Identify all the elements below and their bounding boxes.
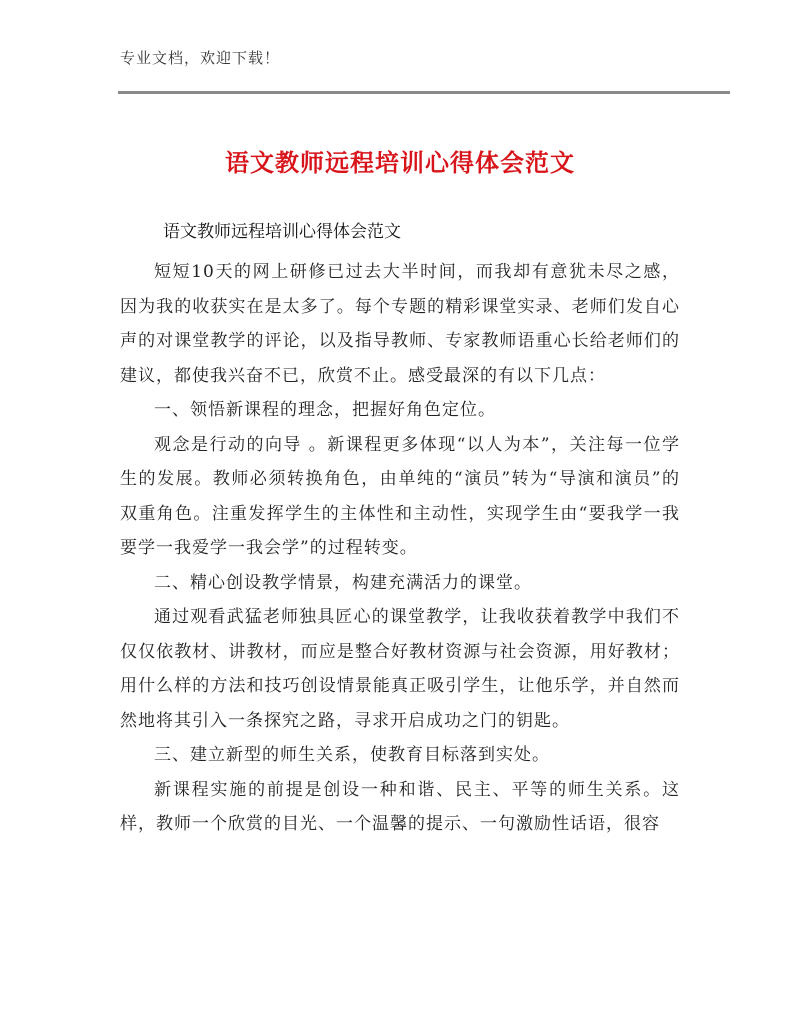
paragraph-section-1: 观念是行动的向导 。新课程更多体现“以人为本”，关注每一位学生的发展。教师必须转换角色，由单纯的“演员”转为“导演和演员”的双重角色。注重发挥学生的主体性和主动性，实现学生由“要我学一我要学一我爱学一我会学”的过程转变。 — [120, 434, 680, 558]
document-body — [120, 255, 680, 842]
section-heading-2: 二、精心创设教学情景，构建充满活力的课堂。 — [154, 572, 532, 593]
paragraph-section-2: 通过观看武猛老师独具匠心的课堂教学，让我收获着教学中我们不仅仅依教材、讲教材，而应是整合好教材资源与社会资源，用好教材；用什么样的方法和技巧创设情景能真正吸引学生，让他乐学，并自然而然地将其引入一条探究之路，寻求开启成功之门的钥匙。 — [120, 607, 680, 731]
header-note: 专业文档，欢迎下载！ — [120, 49, 281, 67]
document-subtitle: 语文教师远程培训心得体会范文 — [163, 222, 401, 242]
document-title: 语文教师远程培训心得体会范文 — [225, 149, 575, 177]
header-divider — [118, 91, 730, 94]
paragraph-section-3: 新课程实施的前提是创设一种和谐、民主、平等的师生关系。这样，教师一个欣赏的目光、一个温馨的提示、一句激励性话语，很容 — [120, 779, 680, 834]
paragraph-intro: 短短10天的网上研修已过去大半时间，而我却有意犹未尽之感，因为我的收获实在是太多了。每个专题的精彩课堂实录、老师们发自心声的对课堂教学的评论，以及指导教师、专家教师语重心长给老师们的建议，都使我兴奋不已，欣赏不止。感受最深的有以下几点： — [120, 262, 680, 386]
section-heading-3: 三、建立新型的师生关系，使教育目标落到实处。 — [154, 745, 550, 765]
section-heading-1: 一、领悟新课程的理念，把握好角色定位。 — [154, 400, 496, 420]
